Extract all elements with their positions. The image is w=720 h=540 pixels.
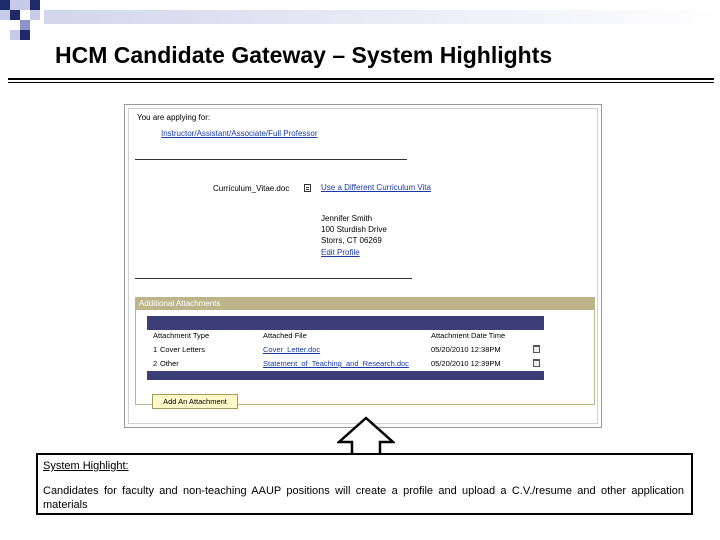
add-attachment-button[interactable]: Add An Attachment xyxy=(152,394,238,409)
row-number: 2 xyxy=(153,359,158,368)
highlight-text: Candidates for faculty and non-teaching AAUP positions will create a profile and upload a C.V./resume and other application materials xyxy=(43,485,684,511)
cv-filename: Curriculum_Vitae.doc xyxy=(213,184,290,193)
profile-address-line1: 100 Sturdish Drive xyxy=(321,225,387,234)
attachment-datetime: 05/20/2010 12:39PM xyxy=(431,359,501,368)
deco-square xyxy=(20,30,30,40)
profile-address-line2: Storrs, CT 06269 xyxy=(321,236,382,245)
attachment-type: Other xyxy=(160,359,179,368)
deco-square xyxy=(10,30,20,40)
title-underline-thin xyxy=(8,82,714,83)
column-header-datetime: Attachment Date Time xyxy=(431,331,506,340)
attachment-type: Cover Letters xyxy=(160,345,206,354)
grid-header-bar xyxy=(147,316,544,330)
attachments-grid xyxy=(147,316,544,382)
deco-square xyxy=(0,10,10,20)
title-decoration xyxy=(0,0,720,40)
up-arrow-icon xyxy=(337,416,395,456)
application-screenshot xyxy=(124,104,602,428)
deco-square xyxy=(30,0,40,10)
highlight-title: System Highlight: xyxy=(43,460,129,472)
attached-file-link[interactable]: Cover_Letter.doc xyxy=(263,345,321,354)
edit-profile-link[interactable]: Edit Profile xyxy=(321,248,360,257)
grid-footer-bar xyxy=(147,371,544,380)
row-number: 1 xyxy=(153,345,158,354)
divider xyxy=(135,278,412,279)
document-icon[interactable] xyxy=(304,184,311,192)
slide-title: HCM Candidate Gateway – System Highlights xyxy=(55,42,553,68)
position-link[interactable]: Instructor/Assistant/Associate/Full Professor xyxy=(161,129,318,138)
attachment-datetime: 05/20/2010 12:38PM xyxy=(431,345,501,354)
trash-icon[interactable] xyxy=(533,345,540,353)
applying-for-label: You are applying for: xyxy=(137,113,211,122)
deco-square xyxy=(30,10,40,20)
attached-file-link[interactable]: Statement_of_Teaching_and_Research.doc xyxy=(263,359,409,368)
profile-name: Jennifer Smith xyxy=(321,214,373,223)
column-header-file: Attached File xyxy=(263,331,307,340)
additional-attachments-section xyxy=(135,297,595,405)
title-underline xyxy=(8,78,714,80)
trash-icon[interactable] xyxy=(533,359,540,367)
use-different-cv-link[interactable]: Use a Different Curriculum Vita xyxy=(321,183,431,192)
deco-gradient-bar xyxy=(44,10,720,24)
deco-square xyxy=(10,10,20,20)
deco-square xyxy=(0,0,10,10)
column-header-type: Attachment Type xyxy=(153,331,210,340)
deco-square xyxy=(20,0,30,10)
system-highlight-box xyxy=(36,453,693,515)
deco-square xyxy=(20,20,30,30)
deco-square xyxy=(10,0,20,10)
section-header: Additional Attachments xyxy=(136,298,594,310)
divider xyxy=(135,159,407,160)
